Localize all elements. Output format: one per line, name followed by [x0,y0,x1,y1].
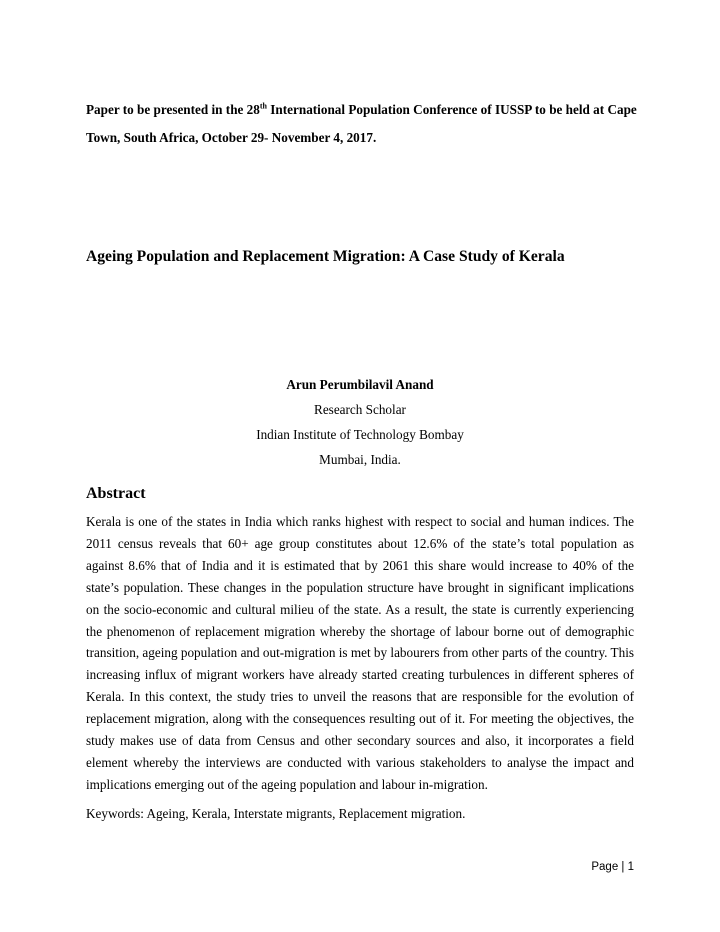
paper-title: Ageing Population and Replacement Migration: A Case Study of Kerala [86,248,565,265]
conference-note-superscript: th [259,101,267,111]
author-institution: Indian Institute of Technology Bombay [256,427,464,442]
keywords: Keywords: Ageing, Kerala, Interstate migrants, Replacement migration. [86,806,466,821]
abstract-heading: Abstract [86,485,146,502]
author-name: Arun Perumbilavil Anand [286,377,434,392]
conference-note [86,96,646,152]
author-location: Mumbai, India. [319,452,401,467]
conference-note-part2: International Population Conference of IUSSP to be held at Cape Town, South Africa, October 29- November 4, 2017. [86,102,637,145]
author-block [0,372,720,472]
author-position: Research Scholar [314,402,406,417]
page-number: Page | 1 [591,861,634,873]
conference-note-part1: Paper to be presented in the 28 [86,102,260,117]
abstract-body: Kerala is one of the states in India which ranks highest with respect to social and human indices. The 2011 census reveals that 60+ age group constitutes about 12.6% of the state’s total population as against 8.6% that of India and it is estimated that by 2061 this share would increase to 40% of the state’s population. These changes in the population structure have brought in significant implications on the socio-economic and cultural milieu of the state. As a result, the state is currently experiencing the phenomenon of replacement migration whereby the shortage of labour borne out of demographic transition, ageing population and out-migration is met by labourers from other parts of the country. This increasing influx of migrant workers have already started creating turbulences in different spheres of Kerala. In this context, the study tries to unveil the reasons that are responsible for the evolution of replacement migration, along with the consequences resulting out of it. For meeting the objectives, the study makes use of data from Census and other secondary sources and also, it incorporates a field element whereby the interviews are conducted with various stakeholders to analyse the impact and implications emerging out of the ageing population and labour in-migration. [86,514,634,792]
